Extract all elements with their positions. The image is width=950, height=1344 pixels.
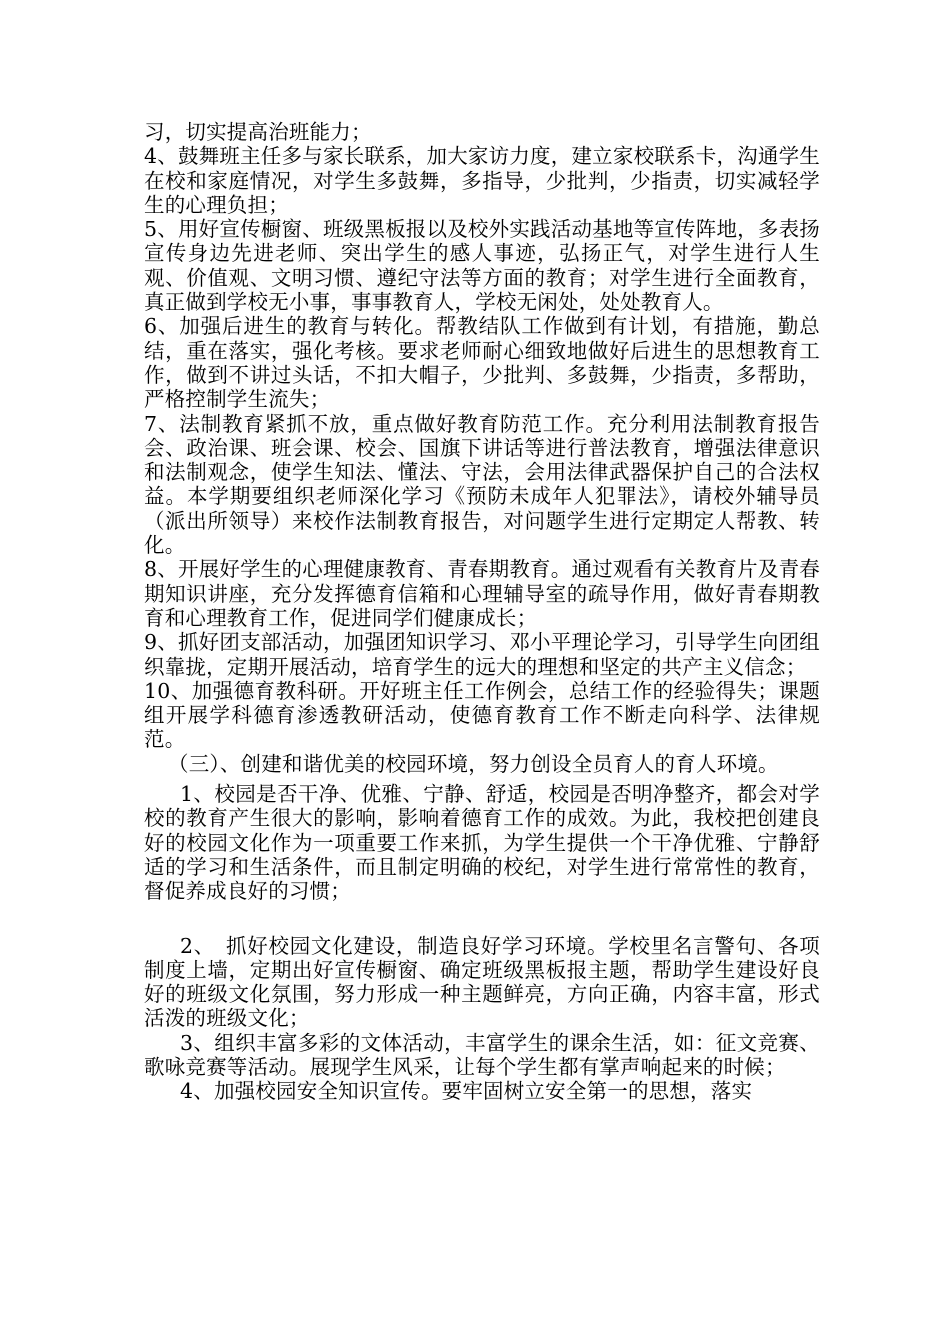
paragraph-section3-item-3: 3、组织丰富多彩的文体活动，丰富学生的课余生活，如：征文竞赛、歌咏竞赛等活动。展现学生风采，让每个学生都有掌声响起来的时候；: [144, 1030, 820, 1079]
paragraph-continuation: 习，切实提高治班能力；: [144, 120, 372, 144]
paragraph-item-5: 5、用好宣传橱窗、班级黑板报以及校外实践活动基地等宣传阵地，多表扬宣传身边先进老师、突出学生的感人事迹，弘扬正气，对学生进行人生观、价值观、文明习惯、遵纪守法等方面的教育；对学生进行全面教育，真正做到学校无小事，事事教育人，学校无闲处，处处教育人。: [144, 217, 820, 315]
paragraph-item-8: 8、开展好学生的心理健康教育、青春期教育。通过观看有关教育片及青春期知识讲座，充分发挥德育信箱和心理辅导室的疏导作用，做好青春期教育和心理教育工作，促进同学们健康成长；: [144, 557, 820, 630]
paragraph-item-9: 9、抓好团支部活动，加强团知识学习、邓小平理论学习，引导学生向团组织靠拢，定期开展活动，培育学生的远大的理想和坚定的共产主义信念；: [144, 630, 820, 679]
paragraph-section3-item-1: 1、校园是否干净、优雅、宁静、舒适，校园是否明净整齐，都会对学校的教育产生很大的影响，影响着德育工作的成效。为此，我校把创建良好的校园文化作为一项重要工作来抓，为学生提供一个干净优雅、宁静舒适的学习和生活条件，而且制定明确的校纪，对学生进行常常性的教育，督促养成良好的习惯；: [144, 782, 820, 904]
paragraph-item-10: 10、加强德育教科研。开好班主任工作例会，总结工作的经验得失；课题组开展学科德育渗透教研活动，使德育教育工作不断走向科学、法律规范。: [144, 678, 820, 752]
document-page: [144, 120, 820, 1104]
paragraph-section3-item-4: 4、加强校园安全知识宣传。要牢固树立安全第一的思想，落实: [180, 1079, 753, 1104]
paragraph-item-4: 4、鼓舞班主任多与家长联系，加大家访力度，建立家校联系卡，沟通学生在校和家庭情况，对学生多鼓舞，多指导，少批判，少指责，切实减轻学生的心理负担；: [144, 144, 820, 217]
paragraph-item-7: 7、法制教育紧抓不放，重点做好教育防范工作。充分利用法制教育报告会、政治课、班会课、校会、国旗下讲话等进行普法教育，增强法律意识和法制观念，使学生知法、懂法、守法，会用法律武器保护自己的合法权益。本学期要组织老师深化学习《预防未成年人犯罪法》，请校外辅导员（派出所领导）来校作法制教育报告，对问题学生进行定期定人帮教、转化。: [144, 411, 820, 558]
paragraph-item-6: 6、加强后进生的教育与转化。帮教结队工作做到有计划，有措施，勤总结，重在落实，强化考核。要求老师耐心细致地做好后进生的思想教育工作，做到不讲过头话，不扣大帽子，少批判、多鼓舞，少指责，多帮助，严格控制学生流失；: [144, 314, 820, 412]
section-heading-3: （三）、创建和谐优美的校园环境，努力创设全员育人的育人环境。: [168, 751, 779, 776]
paragraph-section3-item-2: 2、 抓好校园文化建设，制造良好学习环境。学校里名言警句、各项制度上墙，定期出好宣传橱窗、确定班级黑板报主题，帮助学生建设好良好的班级文化氛围，努力形成一种主题鲜亮，方向正确，内容丰富，形式活泼的班级文化；: [144, 933, 820, 1031]
